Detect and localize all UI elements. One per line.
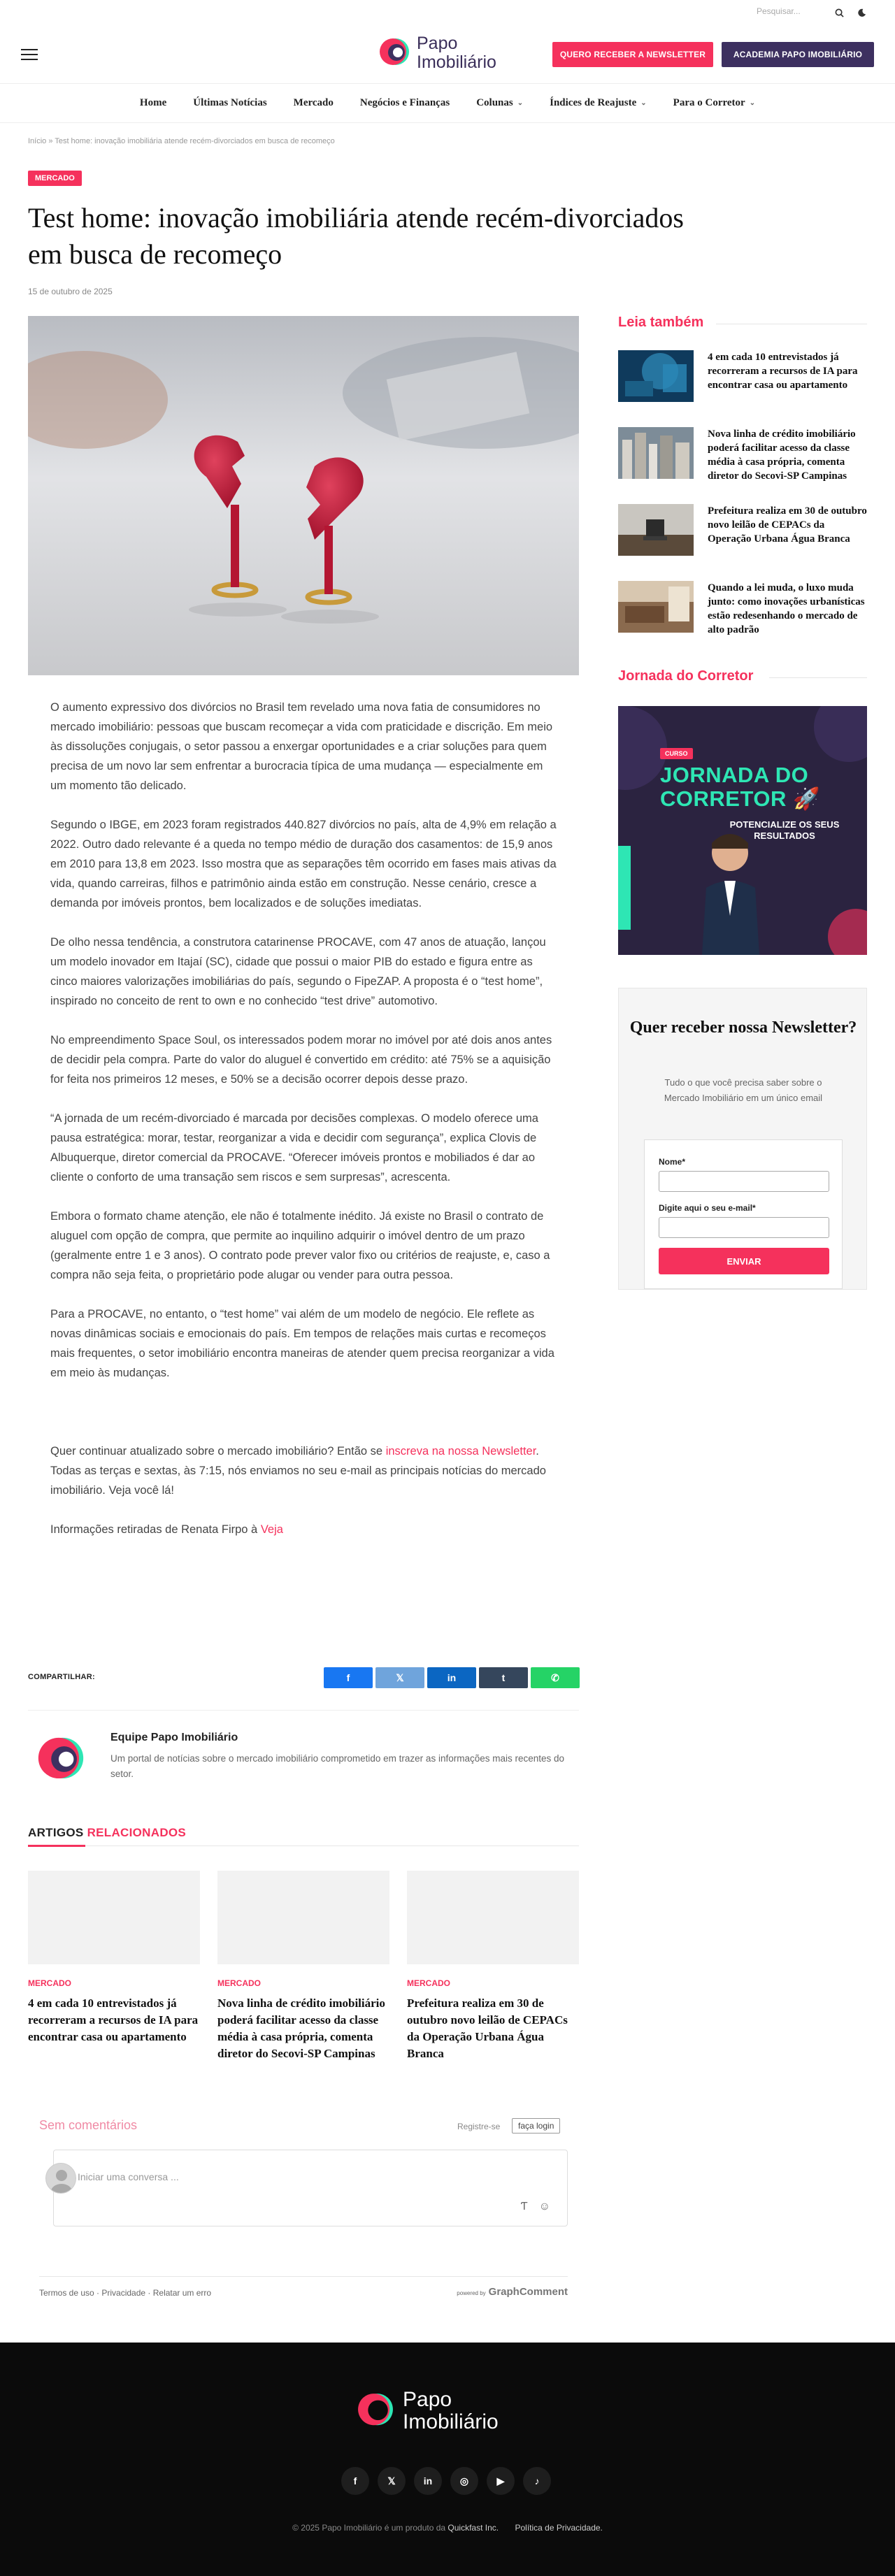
comment-placeholder: Iniciar uma conversa ...	[78, 2171, 179, 2182]
hero-image	[28, 316, 579, 675]
sidebar-post-title[interactable]: Quando a lei muda, o luxo muda junto: como inovações urbanísticas estão redesenhando o mercado de alto padrão	[708, 582, 865, 635]
footer-logo-line-1: Papo	[403, 2388, 452, 2411]
newsletter-submit-button[interactable]: ENVIAR	[659, 1248, 829, 1274]
site-logo[interactable]	[378, 31, 496, 75]
user-avatar-icon	[45, 2163, 76, 2194]
text-format-icon[interactable]: Ƭ	[520, 2201, 528, 2212]
category-badge[interactable]: MERCADO	[28, 171, 82, 186]
related-category[interactable]: MERCADO	[217, 1978, 261, 1988]
nav-home[interactable]: Home	[139, 97, 167, 108]
sidebar-post-thumbnail[interactable]	[618, 350, 694, 402]
sidebar-heading-leia: Leia também	[618, 315, 704, 330]
name-field[interactable]	[659, 1171, 829, 1192]
related-thumbnail[interactable]	[407, 1871, 579, 1964]
article-paragraph: Para a PROCAVE, no entanto, o “test home” vai além de um modelo de negócio. Ele reflete as novas dinâmicas sociais e emocionais do país. Em tempos de relações mais curtas e recomeços mais frequentes, o setor imobiliário encontra maneiras de atender quem precisa reorganizar a vida em meio às mudanças.	[50, 1308, 554, 1379]
related-thumbnail[interactable]	[28, 1871, 200, 1964]
share-facebook-button[interactable]: f	[324, 1667, 373, 1688]
sidebar-post-thumbnail[interactable]	[618, 427, 694, 479]
share-x-button[interactable]: 𝕏	[375, 1667, 424, 1688]
article-paragraph: De olho nessa tendência, a construtora catarinense PROCAVE, com 47 anos de atuação, lançou um modelo inovador em Itajaí (SC), cidade que possui o maior PIB do estado e figura entre as cinco maiores valorizações imobiliárias do país, segundo o FipeZAP. A proposta é o “test home”, inspirado no conceito de rent to own e no conhecido “test drive” automotivo.	[50, 936, 546, 1007]
email-field[interactable]	[659, 1217, 829, 1238]
footer-copyright: © 2025 Papo Imobiliário é um produto da Quickfast Inc. Política de Privacidade.	[292, 2523, 603, 2533]
sidebar-post-thumbnail[interactable]	[618, 581, 694, 633]
related-category[interactable]: MERCADO	[28, 1978, 71, 1988]
promo-subtitle: POTENCIALIZE OS SEUS RESULTADOS	[729, 819, 840, 841]
company-link[interactable]: Quickfast Inc.	[448, 2523, 499, 2533]
youtube-icon[interactable]: ▶	[487, 2467, 515, 2495]
comments-divider	[39, 2276, 568, 2277]
page-title: Test home: inovação imobiliária atende recém-divorciados em busca de recomeço	[28, 202, 684, 270]
sidebar-post[interactable]	[618, 350, 867, 402]
privacy-link[interactable]: Política de Privacidade.	[515, 2523, 603, 2533]
article-paragraph: O aumento expressivo dos divórcios no Brasil tem revelado uma nova fatia de consumidores no mercado imobiliário: pessoas que buscam recomeçar a vida com praticidade e discrição. Em meio às dissoluções conjugais, o setor passou a enxergar oportunidades e a criar soluções para quem precisa de um novo lar sem enfrentar a burocracia típica de uma mudança — especialmente em um momento tão delicado.	[50, 701, 553, 792]
chevron-down-icon: ⌄	[640, 99, 647, 107]
related-card[interactable]	[407, 1871, 579, 2062]
site-footer	[0, 2343, 895, 2576]
author-name[interactable]: Equipe Papo Imobiliário	[110, 1732, 238, 1743]
menu-icon[interactable]	[21, 49, 38, 60]
comment-input[interactable]	[53, 2150, 568, 2226]
newsletter-title: Quer receber nossa Newsletter?	[629, 1019, 857, 1037]
instagram-icon[interactable]: ◎	[450, 2467, 478, 2495]
related-title[interactable]: 4 em cada 10 entrevistados já recorreram a recursos de IA para encontrar casa ou apartamento	[28, 1996, 199, 2043]
share-tumblr-button[interactable]: t	[479, 1667, 528, 1688]
name-label: Nome*	[659, 1157, 686, 1167]
logo-line-2: Imobiliário	[417, 52, 496, 72]
site-header	[0, 25, 895, 84]
newsletter-button[interactable]: QUERO RECEBER A NEWSLETTER	[552, 42, 713, 67]
article-date: 15 de outubro de 2025	[28, 287, 113, 296]
newsletter-link[interactable]: inscreva na nossa Newsletter	[385, 1445, 536, 1458]
newsletter-form	[644, 1139, 843, 1289]
promo-headline: JORNADA DO CORRETOR 🚀	[660, 763, 821, 811]
comments-footer-links[interactable]: Termos de uso · Privacidade · Relatar um erro	[39, 2288, 212, 2298]
newsletter-cta: Quer continuar atualizado sobre o mercado imobiliário? Então se inscreva na nossa Newsletter. Todas as terças e sextas, às 7:15, nós enviamos no seu e-mail as principais notícias do mercado imobiliário. Veja você lá!	[50, 1445, 546, 1497]
related-card[interactable]	[28, 1871, 200, 2045]
email-label: Digite aqui o seu e-mail*	[659, 1203, 756, 1213]
related-thumbnail[interactable]	[217, 1871, 389, 1964]
nav-para-o-corretor[interactable]: Para o Corretor ⌄	[673, 97, 756, 108]
source-link[interactable]: Veja	[260, 1523, 283, 1536]
jornada-promo-banner[interactable]	[618, 706, 867, 955]
article-paragraph: No empreendimento Space Soul, os interessados podem morar no imóvel por até dois anos antes de decidir pela compra. Parte do valor do aluguel é convertido em crédito: até 75% se a aquisição for feita nos primeiros 12 meses, e 50% se a decisão ocorrer depois desse prazo.	[50, 1034, 552, 1086]
logo-mark-icon	[355, 2384, 396, 2438]
article-paragraph: Embora o formato chame atenção, ele não é totalmente inédito. Já existe no Brasil o contrato de aluguel com opção de compra, que permite ao inquilino adquirir o imóvel dentro de um prazo (geralmente entre 1 e 3 anos). O contrato pode prever valor fixo ou critérios de reajuste, e, caso a compra não seja feita, o proprietário pode alugar ou vender para outra pessoa.	[50, 1210, 550, 1281]
sidebar-post-thumbnail[interactable]	[618, 504, 694, 556]
chevron-down-icon: ⌄	[517, 99, 524, 107]
logo-line-1: Papo	[417, 34, 458, 53]
related-card[interactable]	[217, 1871, 389, 2062]
no-comments-label: Sem comentários	[39, 2118, 138, 2132]
newsletter-widget	[618, 988, 867, 1290]
facebook-icon[interactable]: f	[341, 2467, 369, 2495]
dark-mode-icon[interactable]	[854, 6, 868, 20]
related-title[interactable]: Prefeitura realiza em 30 de outubro novo leilão de CEPACs da Operação Urbana Água Branca	[407, 1996, 568, 2060]
share-buttons	[324, 1667, 580, 1688]
article-paragraph: “A jornada de um recém-divorciado é marcada por decisões complexas. O modelo oferece uma pausa estratégica: morar, testar, reorganizar a vida e decidir com segurança”, explica Clovis de Albuquerque, diretor comercial da PROCAVE. “Oferecer imóveis prontos e mobiliados é dar ao cliente o conforto de uma transação sem riscos e sem surpresas”, acrescenta.	[50, 1112, 538, 1183]
related-divider	[28, 1845, 579, 1846]
x-icon[interactable]: 𝕏	[378, 2467, 406, 2495]
sidebar-post-title[interactable]: Nova linha de crédito imobiliário poderá facilitar acesso da classe média à casa própria, comenta diretor do Secovi-SP Campinas	[708, 429, 856, 482]
search-icon[interactable]	[832, 6, 846, 20]
linkedin-icon[interactable]: in	[414, 2467, 442, 2495]
related-heading: ARTIGOS RELACIONADOS	[28, 1826, 187, 1839]
promo-tag: CURSO	[660, 748, 693, 759]
footer-logo-line-2: Imobiliário	[403, 2410, 499, 2433]
sidebar-post[interactable]	[618, 504, 867, 556]
article-paragraph: Segundo o IBGE, em 2023 foram registrados 440.827 divórcios no país, alta de 4,9% em relação a 2022. Outro dado relevante é a queda no tempo médio de duração dos casamentos: de 15,9 anos em 2010 para 13,8 em 2023. Isso mostra que as separações têm ocorrido em fases mais ativas da vida, quando carreiras, filhos e patrimônio ainda estão em construção. Nesse cenário, cresce a demanda por imóveis prontos, bem localizados e de soluções imediatas.	[50, 819, 557, 909]
breadcrumb[interactable]: Início » Test home: inovação imobiliária atende recém-divorciados em busca de recomeço	[28, 137, 335, 145]
tiktok-icon[interactable]: ♪	[523, 2467, 551, 2495]
register-link[interactable]: Registre-se	[457, 2122, 501, 2131]
nav-mercado[interactable]: Mercado	[293, 97, 334, 108]
share-whatsapp-button[interactable]: ✆	[531, 1667, 580, 1688]
share-label: COMPARTILHAR:	[28, 1673, 95, 1681]
top-utility-bar	[0, 0, 895, 25]
related-title[interactable]: Nova linha de crédito imobiliário poderá facilitar acesso da classe média à casa própria, comenta diretor do Secovi-SP Campinas	[217, 1996, 385, 2060]
related-category[interactable]: MERCADO	[407, 1978, 450, 1988]
author-box	[28, 1710, 579, 1794]
logo-mark-icon	[378, 31, 411, 75]
graphcomment-credit[interactable]: powered by GraphComment	[457, 2286, 568, 2298]
author-avatar[interactable]	[31, 1726, 91, 1794]
sidebar-rule	[769, 677, 867, 678]
emoji-icon[interactable]: ☺	[538, 2201, 550, 2212]
sidebar-post-title[interactable]: 4 em cada 10 entrevistados já recorreram a recursos de IA para encontrar casa ou apartamento	[708, 352, 858, 391]
nav-indices-reajuste[interactable]: Índices de Reajuste ⌄	[550, 97, 647, 108]
sidebar-heading-jornada: Jornada do Corretor	[618, 668, 754, 684]
main-nav	[0, 84, 895, 123]
nav-colunas[interactable]: Colunas ⌄	[476, 97, 524, 108]
source-credit: Informações retiradas de Renata Firpo à Veja	[50, 1523, 283, 1536]
newsletter-description: Tudo o que você precisa saber sobre o Mercado Imobiliário em um único email	[664, 1077, 823, 1103]
academia-button[interactable]: ACADEMIA PAPO IMOBILIÁRIO	[722, 42, 874, 67]
sidebar-post-title[interactable]: Prefeitura realiza em 30 de outubro novo leilão de CEPACs da Operação Urbana Água Branca	[708, 505, 867, 545]
sidebar-post[interactable]	[618, 581, 867, 633]
nav-negocios-financas[interactable]: Negócios e Finanças	[359, 97, 450, 108]
login-button[interactable]: faça login	[512, 2118, 560, 2134]
author-bio: Um portal de notícias sobre o mercado imobiliário comprometido em trazer as informações mais recentes do setor.	[110, 1753, 565, 1779]
article-body	[50, 698, 557, 1559]
sidebar-post[interactable]	[618, 427, 867, 482]
chevron-down-icon: ⌄	[749, 99, 756, 107]
nav-ultimas-noticias[interactable]: Últimas Notícias	[193, 97, 267, 108]
share-linkedin-button[interactable]: in	[427, 1667, 476, 1688]
footer-social-links	[341, 2467, 551, 2495]
footer-logo[interactable]	[355, 2384, 499, 2438]
search-input[interactable]: Pesquisar...	[757, 6, 801, 16]
